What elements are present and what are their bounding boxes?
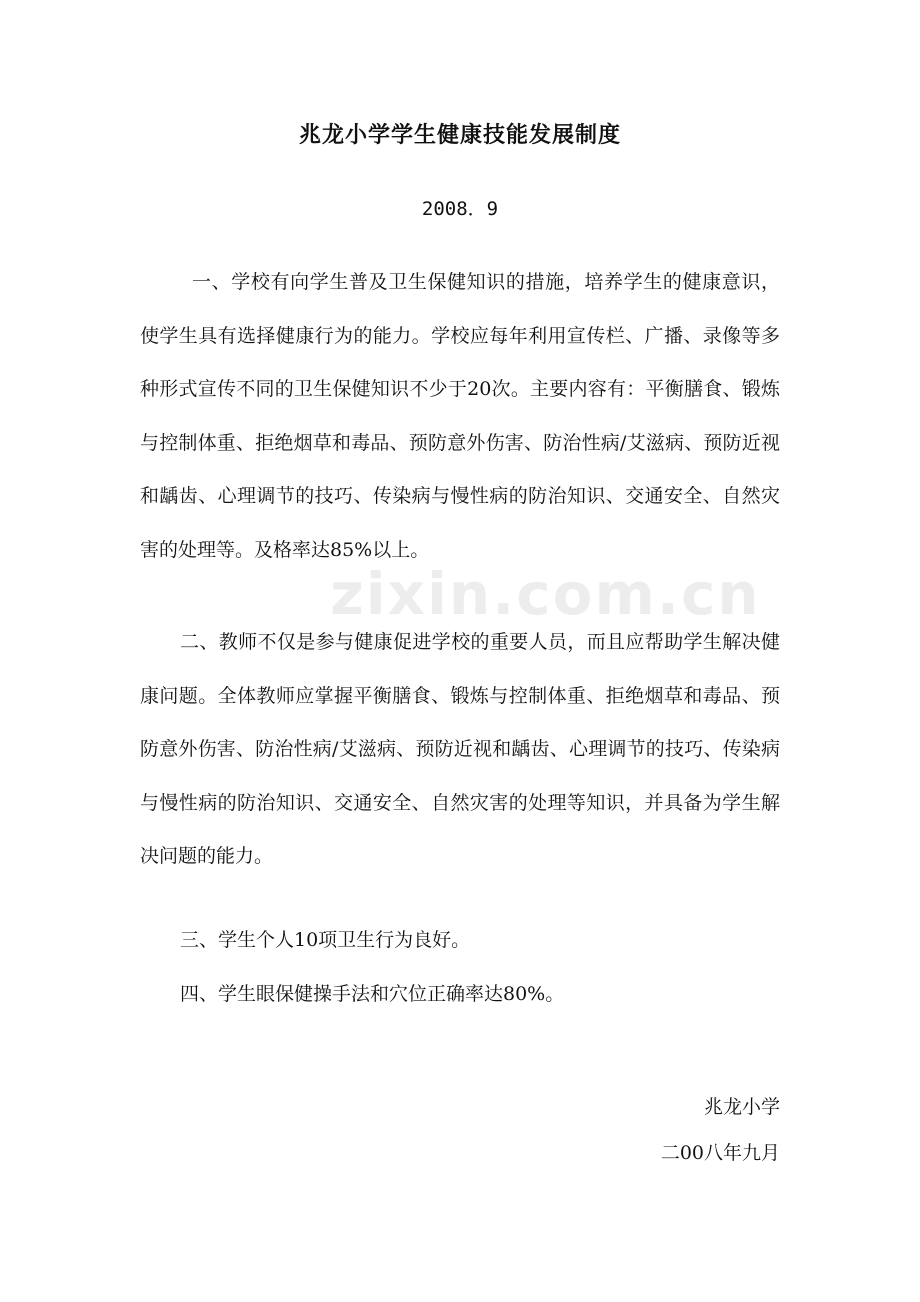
signature-date: 二00八年九月 xyxy=(660,1142,780,1164)
paragraph-1: 一、学校有向学生普及卫生保健知识的措施，培养学生的健康意识，使学生具有选择健康行为的能力。学校应每年利用宣传栏、广播、录像等多种形式宣传不同的卫生保健知识不少于20次。主要内容有：平衡膳食、锻炼与控制体重、拒绝烟草和毒品、预防意外伤害、防治性病/艾滋病、预防近视和龋齿、心理调节的技巧、传染病与慢性病的防治知识、交通安全、自然灾害的处理等。及格率达85%以上。 xyxy=(140,271,780,561)
document-date: 2008．9 xyxy=(421,198,499,220)
paragraph-4: 四、学生眼保健操手法和穴位正确率达80%。 xyxy=(180,983,565,1005)
paragraph-3: 三、学生个人10项卫生行为良好。 xyxy=(180,929,471,951)
document-title: 兆龙小学学生健康技能发展制度 xyxy=(298,123,621,148)
signature-organization: 兆龙小学 xyxy=(703,1096,780,1118)
paragraph-2: 二、教师不仅是参与健康促进学校的重要人员，而且应帮助学生解决健康问题。全体教师应掌握平衡膳食、锻炼与控制体重、拒绝烟草和毒品、预防意外伤害、防治性病/艾滋病、预防近视和龋齿、心理调节的技巧、传染病与慢性病的防治知识、交通安全、自然灾害的处理等知识，并具备为学生解决问题的能力。 xyxy=(140,631,780,868)
watermark: zixin.com.cn xyxy=(330,560,761,628)
